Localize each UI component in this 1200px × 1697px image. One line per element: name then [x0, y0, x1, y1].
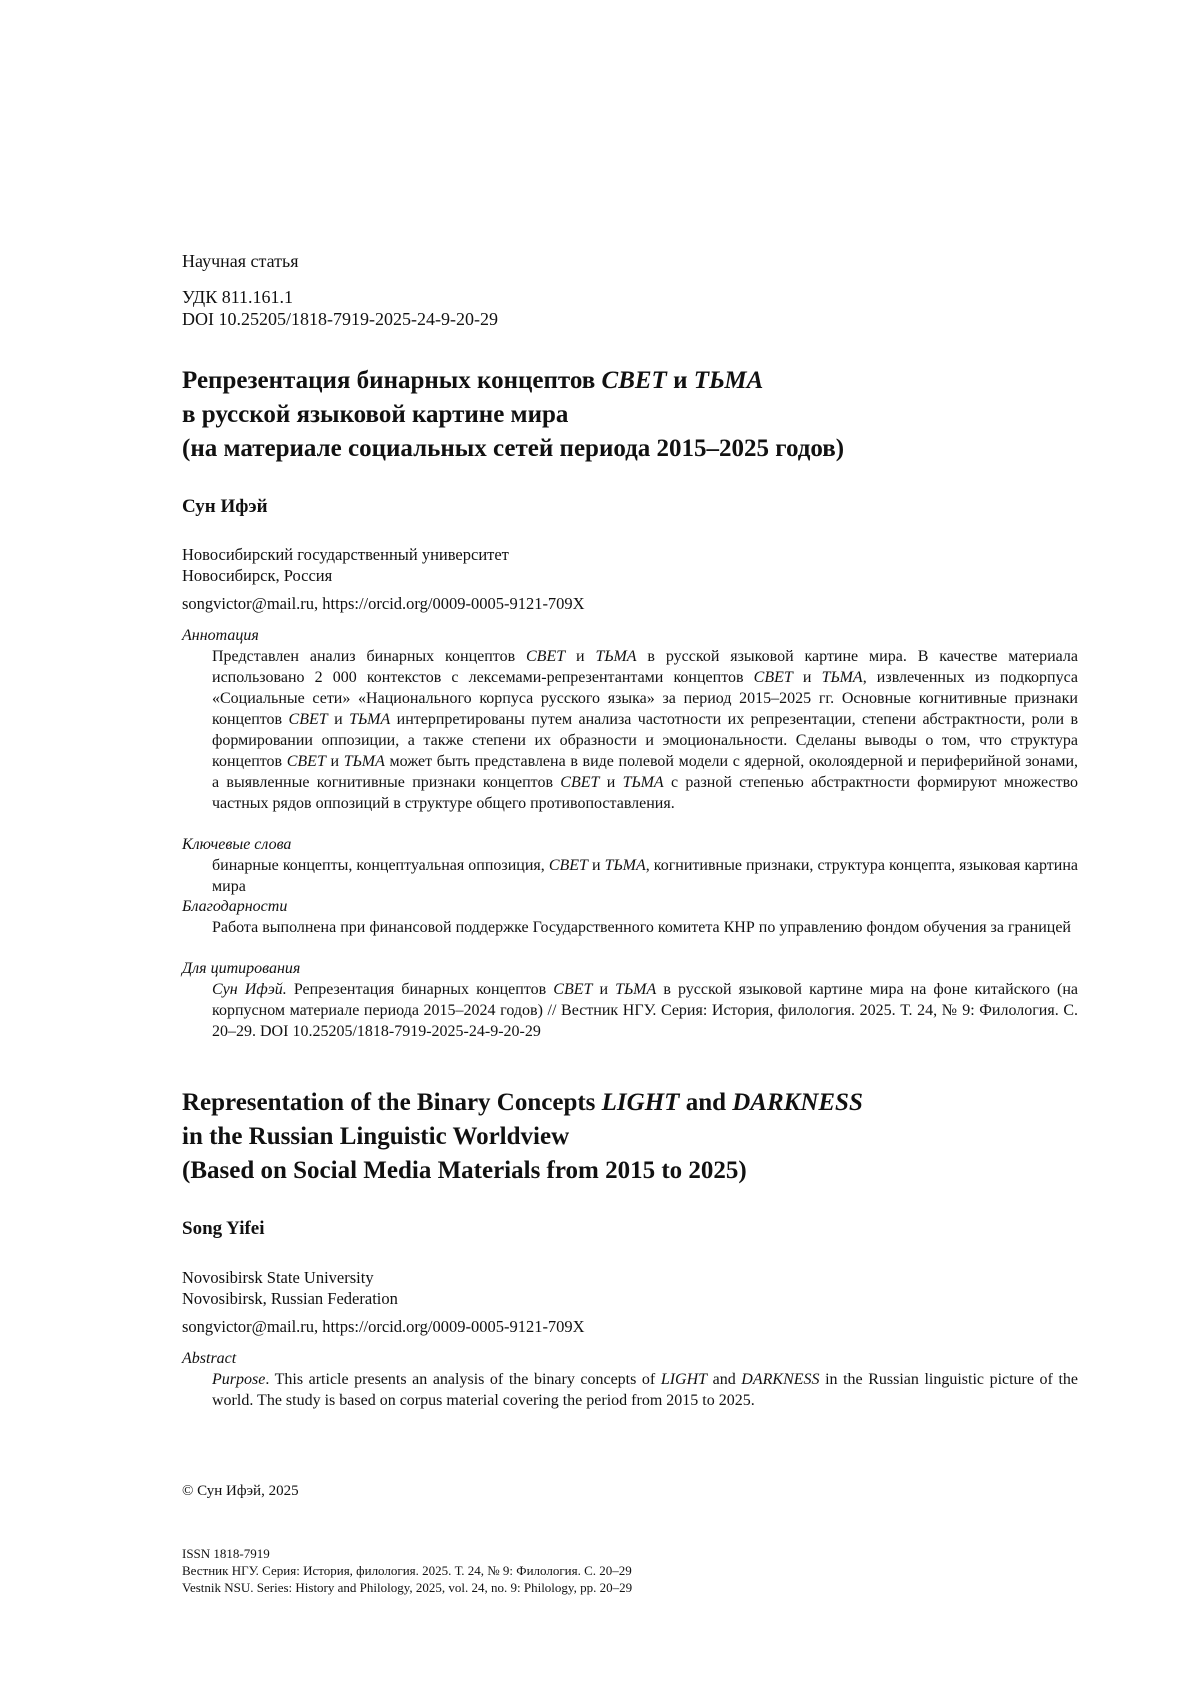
copyright: © Сун Ифэй, 2025 — [182, 1483, 299, 1499]
en-author: Song Yifei — [182, 1218, 265, 1239]
en-contact: songvictor@mail.ru, https://orcid.org/0009-0005-9121-709X — [182, 1317, 585, 1336]
ru-title — [182, 364, 1082, 466]
en-title-line-2: in the Russian Linguistic Worldview — [182, 1123, 570, 1150]
ru-city: Новосибирск, Россия — [182, 566, 333, 585]
ru-keywords-text: бинарные концепты, концептуальная оппозиция, СВЕТ и ТЬМА, когнитивные признаки, структура концепта, языковая картина мира — [212, 857, 1079, 895]
en-abstract-label: Abstract — [182, 1350, 237, 1367]
footer-en-journal: Vestnik NSU. Series: History and Philology, 2025, vol. 24, no. 9: Philology, pp. 20–29 — [182, 1580, 633, 1595]
en-affiliation — [182, 1267, 585, 1337]
ru-thanks-text: Работа выполнена при финансовой поддержке Государственного комитета КНР по управлению фондом обучения за границей — [212, 919, 1071, 936]
ru-thanks-label: Благодарности — [182, 898, 288, 915]
ru-author: Сун Ифэй — [182, 496, 268, 517]
ru-abstract-label: Аннотация — [182, 627, 259, 644]
doi: DOI 10.25205/1818-7919-2025-24-9-20-29 — [182, 309, 498, 329]
footer-issn: ISSN 1818-7919 — [182, 1546, 270, 1561]
ru-title-line-3: (на материале социальных сетей периода 2015–2025 годов) — [182, 435, 845, 462]
footer — [182, 1545, 632, 1596]
ru-university: Новосибирский государственный университет — [182, 545, 509, 564]
en-title-line-1: Representation of the Binary Concepts LIGHT and DARKNESS — [182, 1089, 863, 1116]
ru-contact: songvictor@mail.ru, https://orcid.org/0009-0005-9121-709X — [182, 594, 585, 613]
udc: УДК 811.161.1 — [182, 287, 294, 307]
en-city: Novosibirsk, Russian Federation — [182, 1289, 398, 1308]
ru-cite-label: Для цитирования — [182, 960, 301, 977]
ru-cite-text: Сун Ифэй. Репрезентация бинарных концептов СВЕТ и ТЬМА в русской языковой картине мира на фоне китайского (на корпусном материале периода 2015–2024 годов) // Вестник НГУ. Серия: История, филология. 2025. Т. 24, № 9: Филология. С. 20–29. DOI 10.25205/1818-7919-2025-24-9-20-29 — [212, 981, 1079, 1040]
en-title-line-3: (Based on Social Media Materials from 2015 to 2025) — [182, 1157, 747, 1184]
en-title — [182, 1086, 1082, 1188]
ru-keywords-label: Ключевые слова — [182, 836, 292, 853]
en-university: Novosibirsk State University — [182, 1268, 374, 1287]
en-abstract-text: Purpose. This article presents an analysis of the binary concepts of LIGHT and DARKNESS in the Russian linguistic picture of the world. The study is based on corpus material covering the period from 2015 to 2025. — [212, 1371, 1078, 1409]
ru-title-line-2: в русской языковой картине мира — [182, 401, 569, 428]
ru-title-line-1: Репрезентация бинарных концептов СВЕТ и ТЬМА — [182, 367, 764, 394]
ru-affiliation — [182, 544, 585, 614]
article-type: Научная статья — [182, 251, 299, 271]
ru-abstract-text: Представлен анализ бинарных концептов СВЕТ и ТЬМА в русской языковой картине мира. В качестве материала использовано 2 000 контекстов с лексемами-репрезентантами концептов СВЕТ и ТЬМА, извлеченных из подкорпуса «Социальные сети» «Национального корпуса русского языка» за период 2015–2025 гг. Основные когнитивные признаки концептов СВЕТ и ТЬМА интерпретированы путем анализа частотности их репрезентации, степени абстрактности, роли в формировании оппозиции, а также степени их образности и эмоциональности. Сделаны выводы о том, что структура концептов СВЕТ и ТЬМА может быть представлена в виде полевой модели с ядерной, околоядерной и периферийной зонами, а выявленные когнитивные признаки концептов СВЕТ и ТЬМА с разной степенью абстрактности формируют множество частных рядов оппозиций в структуре общего противопоставления. — [212, 648, 1079, 812]
footer-ru-journal: Вестник НГУ. Серия: История, филология. 2025. Т. 24, № 9: Филология. С. 20–29 — [182, 1563, 632, 1578]
